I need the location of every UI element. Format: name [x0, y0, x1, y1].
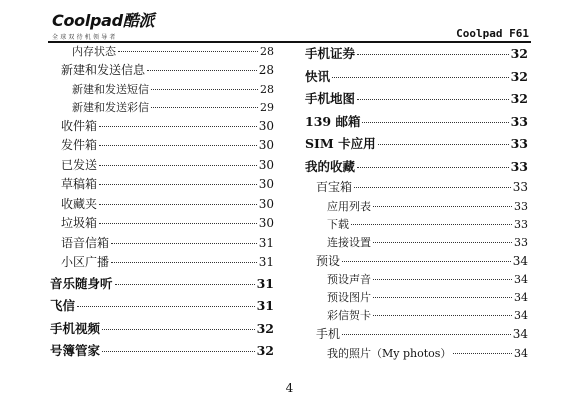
- toc-entry[interactable]: [305, 66, 528, 89]
- toc-entry-page: 28: [260, 82, 274, 96]
- toc-entry-title: 小区广播: [61, 255, 110, 269]
- toc-entry-page: 32: [510, 68, 528, 84]
- toc-entry[interactable]: [50, 175, 274, 195]
- dot-leader: [99, 126, 257, 127]
- dot-leader: [354, 187, 511, 188]
- toc-entry-title: 彩信贺卡: [327, 309, 371, 322]
- toc-entry[interactable]: [50, 156, 274, 176]
- toc-entry-page: 31: [256, 275, 274, 291]
- toc-entry-page: 30: [258, 196, 274, 211]
- toc-entry-page: 34: [514, 273, 528, 286]
- toc-right-column: [305, 43, 528, 363]
- toc-entry[interactable]: [305, 234, 528, 252]
- toc-entry-page: 32: [256, 320, 274, 336]
- toc-entry-page: 28: [260, 45, 274, 58]
- dot-leader: [357, 167, 509, 168]
- toc-entry[interactable]: [50, 273, 274, 296]
- dot-leader: [99, 223, 257, 224]
- toc-entry[interactable]: [50, 117, 274, 137]
- toc-entry[interactable]: [305, 216, 528, 234]
- toc-entry-page: 32: [256, 343, 274, 358]
- toc-entry[interactable]: [305, 111, 528, 134]
- toc-entry[interactable]: [50, 81, 274, 99]
- dot-leader: [99, 204, 257, 205]
- toc-entry-title: 音乐随身听: [50, 275, 113, 291]
- toc-entry[interactable]: [305, 156, 528, 179]
- dot-leader: [102, 351, 255, 352]
- page-header: [0, 0, 579, 44]
- dot-leader: [362, 122, 508, 123]
- toc-entry[interactable]: [50, 318, 274, 341]
- toc-entry-title: 下载: [327, 217, 349, 231]
- toc-entry-page: 29: [260, 100, 274, 114]
- toc-entry-title: 应用列表: [327, 199, 371, 213]
- toc-entry-title: 预设: [316, 253, 341, 268]
- toc-entry[interactable]: [305, 198, 528, 216]
- dot-leader: [378, 144, 509, 145]
- dot-leader: [373, 206, 512, 207]
- toc-entry[interactable]: [305, 133, 528, 156]
- toc-entry-page: 34: [514, 291, 528, 304]
- logo-text: Coolpad酷派: [52, 11, 155, 30]
- toc-entry-title: 百宝箱: [316, 180, 353, 194]
- toc-entry-title: 收藏夹: [61, 196, 98, 211]
- model-name: Coolpad F61: [456, 27, 529, 40]
- toc-entry-title: 发件箱: [61, 138, 98, 152]
- toc-entry[interactable]: [305, 325, 528, 345]
- toc-entry[interactable]: [305, 252, 528, 272]
- dot-leader: [342, 261, 511, 262]
- dot-leader: [151, 107, 258, 108]
- dot-leader: [373, 315, 512, 316]
- toc-entry-title: 快讯: [305, 68, 331, 84]
- logo-slogan: 全球双待机领导者: [52, 34, 118, 41]
- toc-entry[interactable]: [50, 195, 274, 215]
- dot-leader: [99, 165, 257, 166]
- toc-left-column: [50, 43, 274, 363]
- toc-entry-title: 预设图片: [327, 291, 371, 304]
- dot-leader: [111, 262, 257, 263]
- toc-entry-title: 已发送: [61, 157, 98, 172]
- toc-entry-title: 预设声音: [327, 273, 371, 286]
- toc-entry[interactable]: [305, 345, 528, 363]
- toc-entry-page: 32: [510, 91, 528, 106]
- toc-entry-page: 30: [258, 216, 274, 230]
- toc-entry[interactable]: [305, 88, 528, 111]
- dot-leader: [115, 284, 255, 285]
- toc-entry-page: 34: [512, 327, 528, 341]
- toc-entry[interactable]: [50, 214, 274, 234]
- toc-entry-page: 33: [514, 235, 528, 249]
- dot-leader: [373, 242, 512, 243]
- toc-entry-page: 34: [514, 309, 528, 322]
- toc-entry-page: 30: [258, 157, 274, 172]
- dot-leader: [99, 145, 257, 146]
- toc-entry-title: 手机地图: [305, 91, 356, 106]
- toc-entry-title: 139 邮箱: [305, 113, 361, 129]
- toc-entry[interactable]: [50, 61, 274, 81]
- toc-entry-page: 28: [258, 63, 274, 77]
- dot-leader: [357, 99, 509, 100]
- toc-entry[interactable]: [305, 289, 528, 307]
- toc-entry[interactable]: [50, 136, 274, 156]
- toc-entry[interactable]: [50, 99, 274, 117]
- toc-entry-page: 34: [512, 253, 528, 268]
- toc-entry-title: 新建和发送彩信: [72, 100, 149, 114]
- dot-leader: [147, 70, 257, 71]
- toc-entry[interactable]: [305, 43, 528, 66]
- toc-entry[interactable]: [305, 178, 528, 198]
- toc-entry[interactable]: [50, 43, 274, 61]
- toc-entry-page: 30: [258, 138, 274, 152]
- toc-entry-page: 33: [514, 217, 528, 231]
- dot-leader: [453, 353, 512, 354]
- toc-entry-title: 连接设置: [327, 235, 371, 249]
- toc-entry-title: 号簿管家: [50, 343, 101, 358]
- dot-leader: [351, 224, 512, 225]
- toc-entry-title: 新建和发送信息: [61, 63, 146, 77]
- toc-entry-title: SIM 卡应用: [305, 136, 376, 151]
- toc-entry-title: 我的收藏: [305, 158, 356, 174]
- toc-entry-title: 草稿箱: [61, 177, 98, 191]
- toc-entry[interactable]: [305, 307, 528, 325]
- toc-entry-title: 手机视频: [50, 320, 101, 336]
- dot-leader: [77, 306, 255, 307]
- toc-entry-page: 33: [512, 180, 528, 194]
- toc-entry-title: 新建和发送短信: [72, 82, 149, 96]
- coolpad-logo: [52, 8, 154, 41]
- dot-leader: [373, 297, 512, 298]
- toc-entry-page: 33: [510, 158, 528, 174]
- dot-leader: [332, 77, 509, 78]
- page-number: 4: [285, 381, 294, 395]
- dot-leader: [111, 243, 257, 244]
- toc-entry-page: 30: [258, 118, 274, 133]
- toc-entry[interactable]: [50, 340, 274, 363]
- toc-entry-page: 31: [256, 298, 274, 313]
- dot-leader: [151, 89, 258, 90]
- toc-entry[interactable]: [50, 295, 274, 318]
- dot-leader: [118, 51, 258, 52]
- toc-entry-title: 我的照片（My photos）: [327, 346, 452, 360]
- dot-leader: [373, 279, 512, 280]
- toc-entry-page: 30: [258, 177, 274, 191]
- toc-entry-title: 语音信箱: [61, 235, 110, 250]
- dot-leader: [342, 334, 511, 335]
- toc-entry[interactable]: [50, 253, 274, 273]
- toc-entry-title: 垃圾箱: [61, 216, 98, 230]
- toc-entry-page: 33: [510, 113, 528, 129]
- toc-entry-title: 手机证券: [305, 46, 356, 61]
- toc-entry-title: 飞信: [50, 298, 76, 313]
- dot-leader: [357, 54, 509, 55]
- toc-entry[interactable]: [50, 234, 274, 254]
- toc-entry-page: 33: [514, 199, 528, 213]
- toc-entry-page: 33: [510, 136, 528, 151]
- dot-leader: [99, 184, 257, 185]
- toc-entry-title: 内存状态: [72, 45, 116, 58]
- toc-entry[interactable]: [305, 271, 528, 289]
- toc-entry-title: 收件箱: [61, 118, 98, 133]
- toc-entry-title: 手机: [316, 327, 341, 341]
- toc-entry-page: 34: [514, 346, 528, 360]
- dot-leader: [102, 329, 255, 330]
- toc-entry-page: 32: [510, 46, 528, 61]
- toc-entry-page: 31: [258, 235, 274, 250]
- toc-entry-page: 31: [258, 255, 274, 269]
